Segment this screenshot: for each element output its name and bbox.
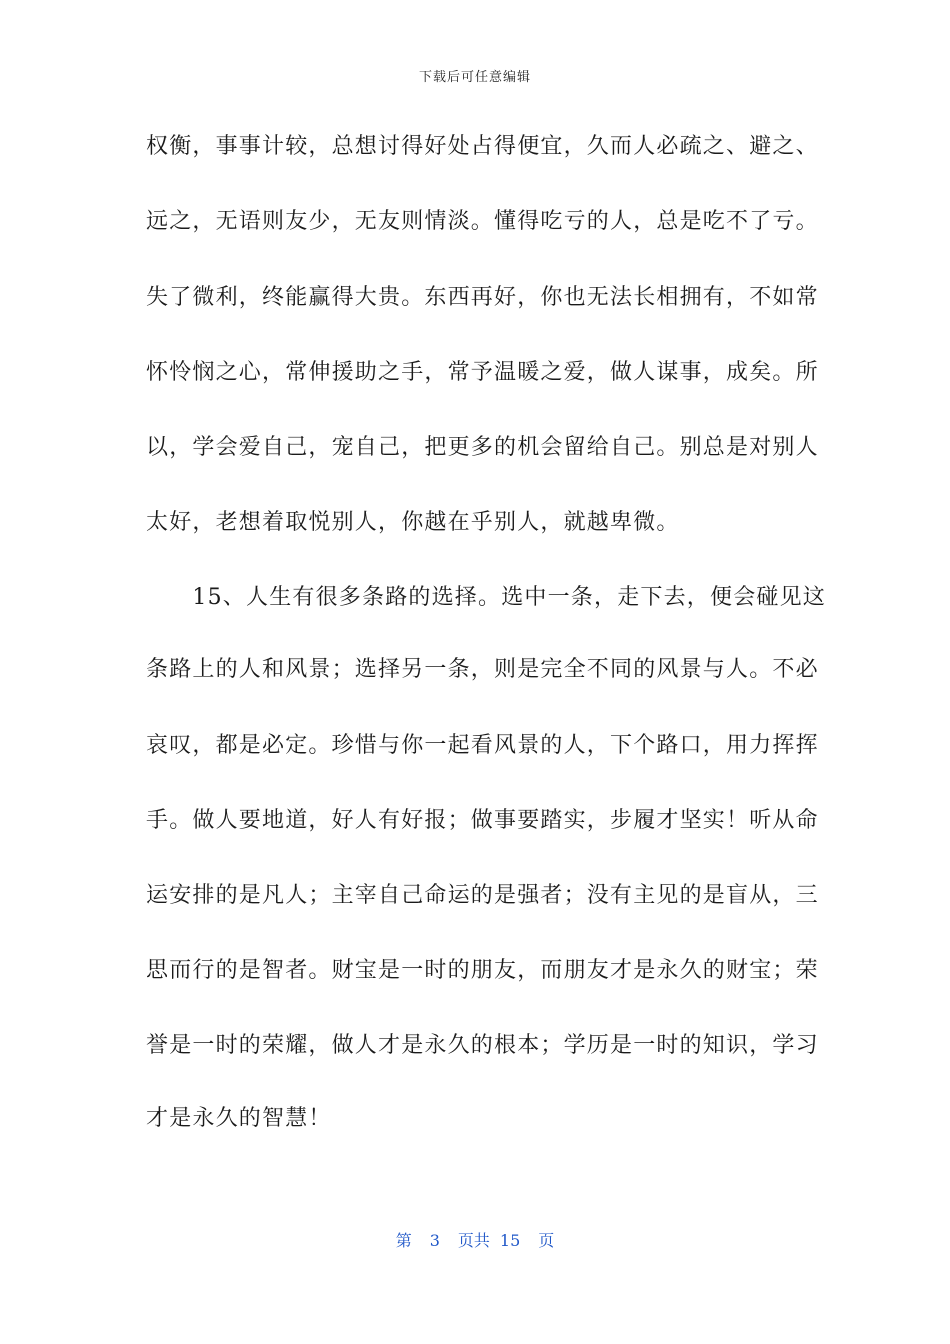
page-footer [0,1228,950,1251]
text-line: 思而行的是智者。财宝是一时的朋友，而朋友才是永久的财宝；荣 [146,958,819,983]
footer-suffix: 页 [538,1231,555,1250]
text-line: 哀叹，都是必定。珍惜与你一起看风景的人，下个路口，用力挥挥 [146,733,819,758]
text-line: 权衡，事事计较，总想讨得好处占得便宜，久而人必疏之、避之、 [146,134,819,159]
text-line: 手。做人要地道，好人有好报；做事要踏实，步履才坚实！听从命 [146,808,819,833]
footer-page-number: 3 [429,1231,440,1250]
text-line: 远之，无语则友少，无友则情淡。懂得吃亏的人，总是吃不了亏。 [146,209,819,234]
text-line: 失了微利，终能赢得大贵。东西再好，你也无法长相拥有，不如常 [146,285,819,310]
text-line: 以，学会爱自己，宠自己，把更多的机会留给自己。别总是对别人 [146,435,819,460]
text-line: 运安排的是凡人；主宰自己命运的是强者；没有主见的是盲从，三 [146,883,819,908]
text-line: 怀怜悯之心，常伸援助之手，常予温暖之爱，做人谋事，成矣。所 [146,360,819,385]
text-line: 誉是一时的荣耀，做人才是永久的根本；学历是一时的知识，学习 [146,1033,819,1058]
footer-prefix: 第 [395,1231,412,1250]
footer-middle: 页共 [457,1231,490,1250]
text-line: 才是永久的智慧！ [146,1106,332,1131]
page-header: 下载后可任意编辑 [418,70,531,85]
text-line: 太好，老想着取悦别人，你越在乎别人，就越卑微。 [146,510,680,535]
paragraph-start-line: 15、人生有很多条路的选择。选中一条，走下去，便会碰见这 [146,585,826,610]
footer-total-pages: 15 [499,1231,521,1250]
text-line: 条路上的人和风景；选择另一条，则是完全不同的风景与人。不必 [146,657,819,682]
